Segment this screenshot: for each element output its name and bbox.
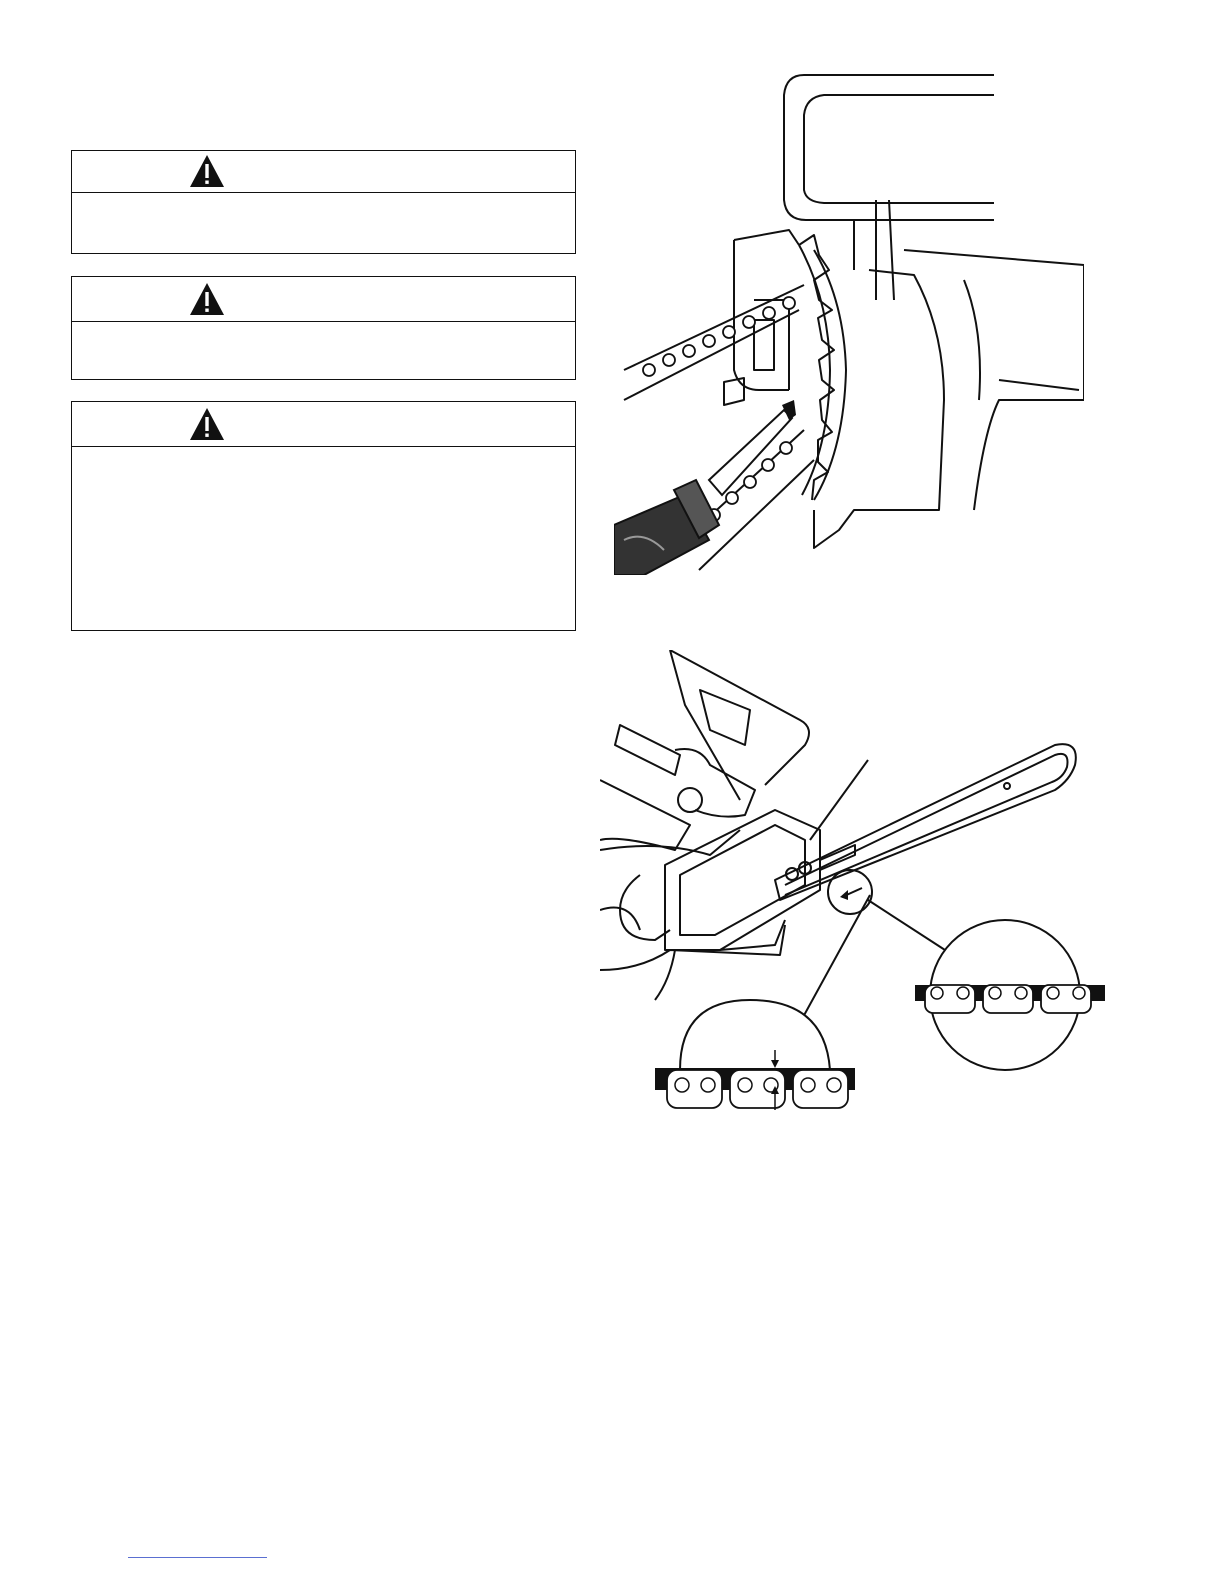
detail-chain-gap: [655, 1000, 855, 1110]
figure-chain-tension: [600, 650, 1115, 1120]
warning-box-1: [71, 150, 576, 254]
warning-triangle-icon: [189, 282, 225, 316]
footer-rule: [128, 1557, 267, 1558]
figure-chain-removal: [614, 70, 1084, 575]
warning-header: [72, 402, 575, 447]
warning-box-3: [71, 401, 576, 631]
warning-header: [72, 277, 575, 322]
warning-box-2: [71, 276, 576, 380]
warning-triangle-icon: [189, 407, 225, 441]
warning-triangle-icon: [189, 154, 225, 188]
warning-header: [72, 151, 575, 193]
detail-tight-chain: [915, 920, 1105, 1070]
